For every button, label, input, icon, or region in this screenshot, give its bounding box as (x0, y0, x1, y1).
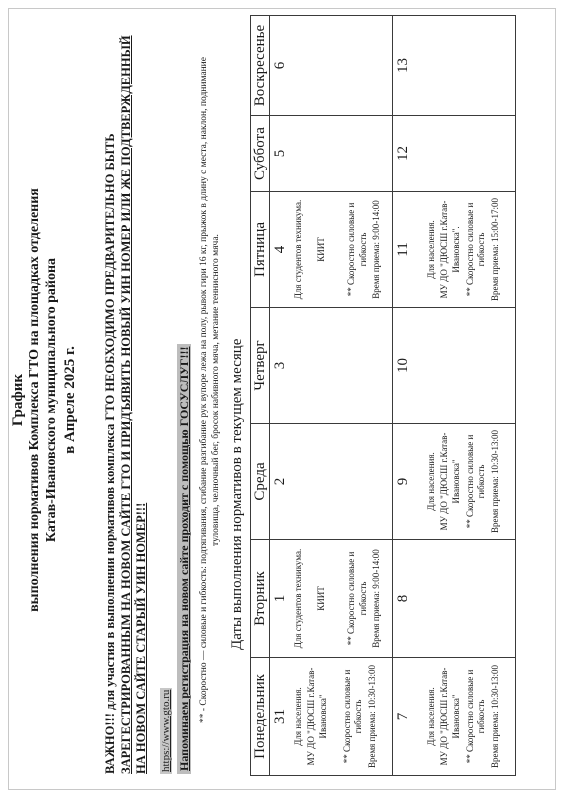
test-type: ** Скоростно силовые и гибкость (464, 669, 487, 764)
schedule-title: Даты выполнения нормативов в текущем месяце (229, 338, 245, 650)
cell-apr-8 (393, 540, 516, 658)
venue: МУ ДО "ДЮСШ г.Катав-Ивановска". (439, 200, 461, 299)
gto-link[interactable]: https://www.gto.ru (160, 689, 172, 772)
reception-time: Время приема: 15:00-17:00 (489, 197, 500, 302)
test-type: ** Скоростно силовые и гибкость (345, 202, 368, 297)
reception-time: Время приема: 10:30-13:00 (489, 664, 500, 769)
day-number: 13 (395, 58, 411, 73)
cell-apr-1 (270, 540, 393, 658)
cell-apr-9 (393, 424, 516, 540)
notice-important: ВАЖНО!!! для участия в выполнении нормативов комплекса ГТО НЕОБХОДИМО ПРЕДВАРИТЕЛЬНО БЫТЬ (103, 133, 117, 774)
cell-apr-10 (393, 308, 516, 424)
audience: Для населения. (292, 687, 303, 746)
header-friday: Пятница (251, 192, 270, 308)
title-line-3: Катав-Ивановского муниципального района (43, 257, 59, 543)
day-number: 3 (272, 361, 288, 370)
header-wednesday: Среда (251, 424, 270, 540)
test-type: ** Скоростно силовые и гибкость (464, 434, 487, 529)
title-line-4: в Апреле 2025 г. (61, 346, 78, 454)
day-number: 31 (272, 709, 288, 724)
cell-apr-13 (393, 16, 516, 116)
test-type: ** Скоростно силовые и гибкость (341, 669, 364, 764)
cell-apr-4 (270, 192, 393, 308)
venue: МУ ДО "ДЮСШ г.Катав-Ивановска" (439, 667, 461, 766)
title-line-2: выполнения нормативов Комплекса ГТО на площадках отделения (27, 188, 42, 612)
day-number: 7 (395, 712, 411, 721)
document-title (9, 10, 79, 790)
day-number: 2 (272, 477, 288, 486)
reminder-line (177, 344, 192, 774)
cell-apr-6 (270, 16, 393, 116)
table-row (270, 16, 393, 776)
venue: КИИТ (316, 237, 327, 262)
table-row (393, 16, 516, 776)
link-line (160, 688, 172, 774)
audience: Для населения. (425, 452, 436, 511)
day-number: 1 (272, 594, 288, 603)
day-number: 5 (272, 149, 288, 158)
day-number: 9 (395, 477, 411, 486)
venue: МУ ДО "ДЮСШ г.Катав-Ивановска" (439, 432, 461, 531)
header-thursday: Четверг (251, 308, 270, 424)
header-saturday: Суббота (251, 116, 270, 192)
day-number: 4 (272, 245, 288, 254)
audience: Для студентов техникума. (292, 548, 303, 649)
cell-apr-5 (270, 116, 393, 192)
important-notice (103, 18, 150, 774)
reception-time: Время приема: 9:00-14:00 (371, 200, 382, 299)
venue: МУ ДО "ДЮСШ г.Катав-Ивановска" (306, 667, 328, 766)
audience: Для студентов техникума. (292, 199, 303, 300)
reception-time: Время приема: 9:00-14:00 (371, 549, 382, 648)
cell-apr-11 (393, 192, 516, 308)
cell-apr-3 (270, 308, 393, 424)
header-monday: Понедельник (251, 658, 270, 776)
day-number: 8 (395, 594, 411, 603)
cell-mar-31 (270, 658, 393, 776)
schedule-table (250, 15, 516, 776)
audience: Для населения. (425, 220, 436, 279)
header-sunday: Воскресенье (251, 16, 270, 116)
notice-underlined: ЗАРЕГЕСТРИРОВАННЫМ НА НОВОМ САЙТЕ ГТО И ПРИДЪЯВИТЬ НОВЫЙ УИН НОМЕР ИЛИ ЖЕ ПОДТВЕРЖДЕННЫЙ НА НОВОМ САЙТЕ СТАРЫЙ УИН НОМЕР!!! (118, 35, 149, 774)
test-type: ** Скоростно силовые и гибкость (345, 551, 368, 646)
title-line-1: График (10, 373, 26, 427)
day-number: 11 (395, 242, 411, 257)
reception-time: Время приема: 10:30-13:00 (366, 664, 377, 769)
table-header-row (251, 16, 270, 776)
day-number: 10 (395, 358, 411, 373)
footnote: ** - Скоростно — силовые и гибкость: подтягивания, сгибание разгибание рук вупоре лежа на полу, рывок гири 16 кг, прыжок в длину с места, наклон, поднимание туловища, челночный бег, бросок набивного мяча, метание теннисного мяча. (199, 57, 222, 723)
cell-apr-2 (270, 424, 393, 540)
cell-apr-12 (393, 116, 516, 192)
header-tuesday: Вторник (251, 540, 270, 658)
reception-time: Время приема: 10:30-13:00 (489, 429, 500, 534)
cell-apr-7 (393, 658, 516, 776)
reminder-text: Напоминаем регистрация на новом сайте проходит с помощью ГОСУСЛУГ!!! (177, 344, 191, 774)
day-number: 12 (395, 146, 411, 161)
test-type: ** Скоростно силовые и гибкость (464, 202, 487, 297)
day-number: 6 (272, 61, 288, 70)
audience: Для населения. (425, 687, 436, 746)
venue: КИИТ (316, 586, 327, 611)
document-sheet (5, 10, 561, 790)
